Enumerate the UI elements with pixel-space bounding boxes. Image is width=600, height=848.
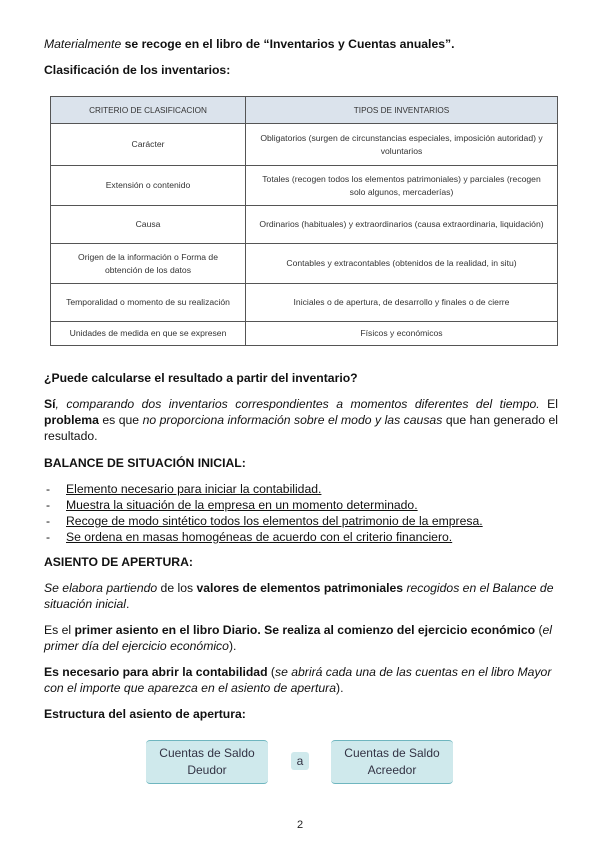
saldo-deudor-box: Cuentas de Saldo Deudor: [146, 740, 268, 784]
apertura-paragraph-3: Es necesario para abrir la contabilidad (se abrirá cada una de las cuentas en el libro Mayor con el importe que aparezca en el asiento de apertura).: [44, 665, 552, 695]
list-item: - Muestra la situación de la empresa en un momento determinado.: [44, 497, 558, 513]
table-cell-criterio: Extensión o contenido: [51, 166, 246, 206]
table-row: [51, 244, 558, 284]
list-item: - Recoge de modo sintético todos los elementos del patrimonio de la empresa.: [44, 513, 558, 529]
body-text: [44, 370, 558, 722]
apertura-paragraph-1: Se elabora partiendo de los valores de elementos patrimoniales recogidos en el Balance de situación inicial.: [44, 581, 554, 611]
question-heading: ¿Puede calcularse el resultado a partir del inventario?: [44, 371, 358, 385]
list-item: - Elemento necesario para iniciar la contabilidad.: [44, 481, 558, 497]
table-row: [51, 166, 558, 206]
table-cell-tipos: Iniciales o de apertura, de desarrollo y finales o de cierre: [246, 284, 558, 322]
saldo-acreedor-box: Cuentas de Saldo Acreedor: [331, 740, 453, 784]
table-row: [51, 284, 558, 322]
table-cell-tipos: Totales (recogen todos los elementos patrimoniales) y parciales (recogen solo algunos, mercaderías): [246, 166, 558, 206]
table-cell-criterio: Unidades de medida en que se expresen: [51, 322, 246, 346]
apertura-paragraph-2: Es el primer asiento en el libro Diario. Se realiza al comienzo del ejercicio económico (el primer día del ejercicio económico).: [44, 623, 553, 653]
inventory-classification-table: [50, 96, 558, 346]
table-cell-tipos: Obligatorios (surgen de circunstancias especiales, imposición autoridad) y voluntarios: [246, 124, 558, 166]
table-cell-tipos: Contables y extracontables (obtenidos de la realidad, in situ): [246, 244, 558, 284]
table-cell-tipos: Ordinarios (habituales) y extraordinarios (causa extraordinaria, liquidación): [246, 206, 558, 244]
page-number: 2: [296, 819, 304, 831]
question-answer: Sí, comparando dos inventarios correspondientes a momentos diferentes del tiempo. El problema es que no proporciona información sobre el modo y las causas que han generado el resultado.: [44, 397, 558, 443]
table-cell-criterio: Carácter: [51, 124, 246, 166]
list-item: - Se ordena en masas homogéneas de acuerdo con el criterio financiero.: [44, 529, 558, 545]
balance-list: [44, 481, 558, 545]
table-row: [51, 322, 558, 346]
classification-heading: Clasificación de los inventarios:: [44, 63, 231, 77]
table-cell-criterio: Causa: [51, 206, 246, 244]
table-cell-criterio: Origen de la información o Forma de obtención de los datos: [51, 244, 246, 284]
table-cell-tipos: Físicos y económicos: [246, 322, 558, 346]
connector-label: a: [291, 752, 309, 770]
table-header-tipos: TIPOS DE INVENTARIOS: [246, 97, 558, 124]
intro-line: Materialmente se recoge en el libro de “Inventarios y Cuentas anuales”.: [44, 37, 455, 51]
table-row: [51, 124, 558, 166]
balance-heading: BALANCE DE SITUACIÓN INICIAL:: [44, 456, 246, 470]
table-row: [51, 206, 558, 244]
table-header-criterio: CRITERIO DE CLASIFICACION: [51, 97, 246, 124]
table-header-row: [51, 97, 558, 124]
estructura-heading: Estructura del asiento de apertura:: [44, 707, 246, 721]
table-cell-criterio: Temporalidad o momento de su realización: [51, 284, 246, 322]
apertura-diagram: [0, 740, 600, 784]
apertura-heading: ASIENTO DE APERTURA:: [44, 555, 193, 569]
